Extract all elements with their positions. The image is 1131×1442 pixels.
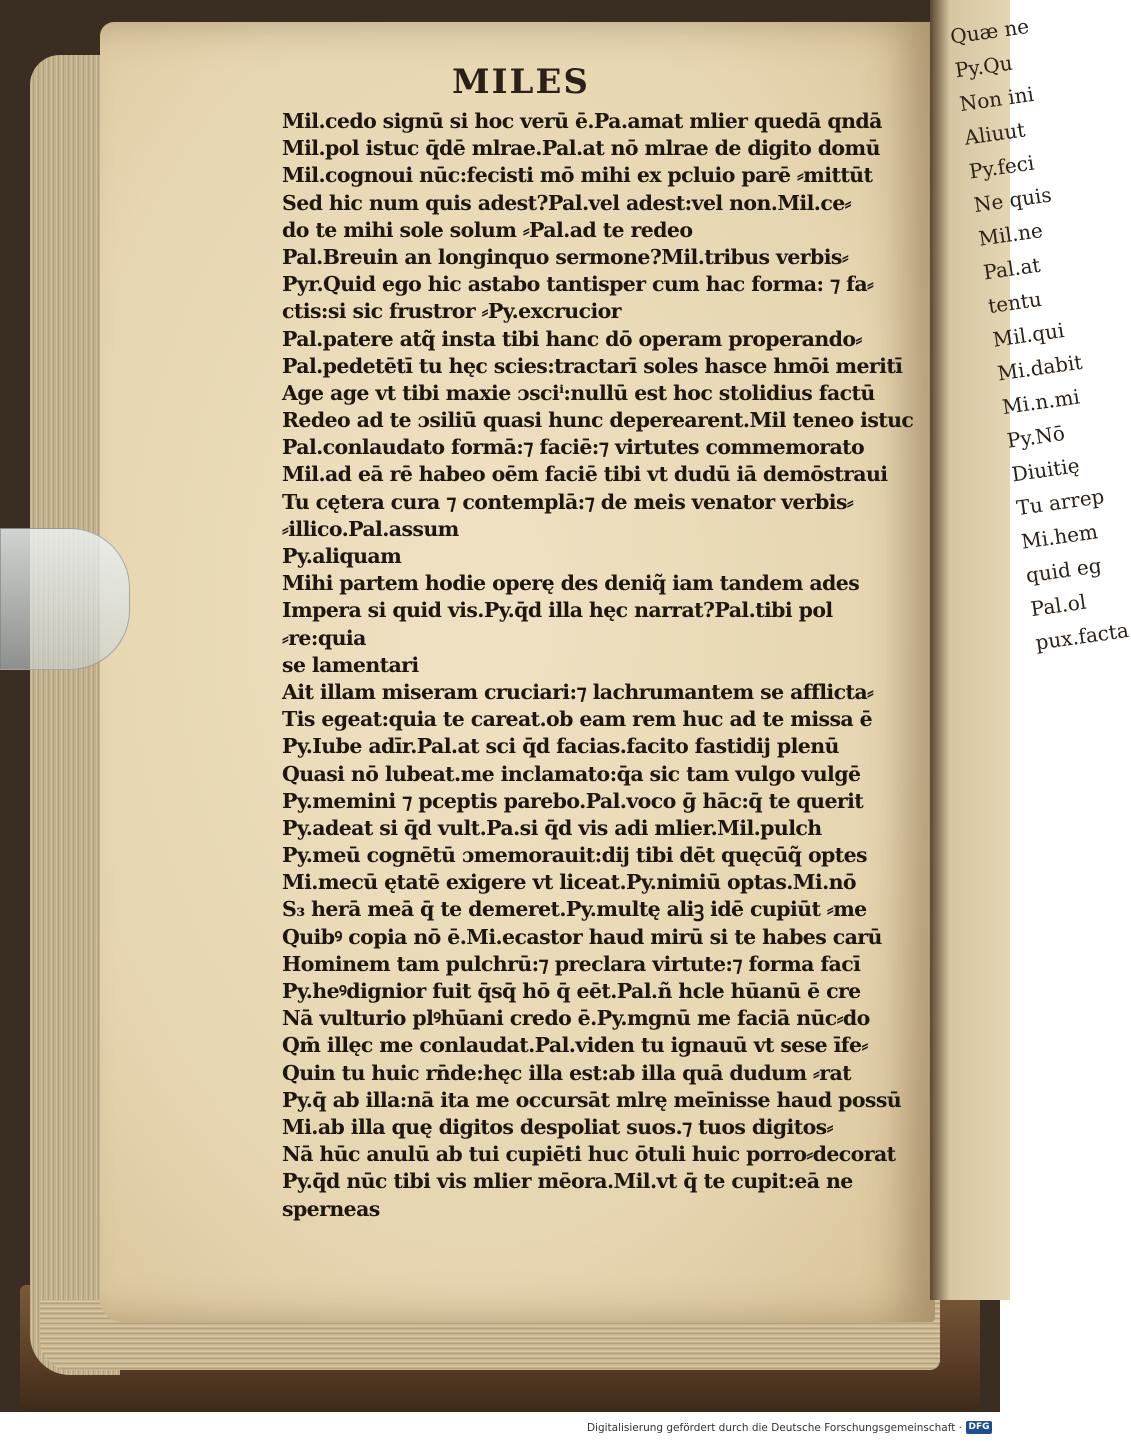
facing-text-line: Aliuut <box>962 117 1027 150</box>
footer-bar <box>0 1412 1000 1442</box>
text-line: Mihi partem hodie operę des deniq̃ iam tandem ades <box>282 571 860 596</box>
text-line: Mil.ad eā rē habeo oēm faciē tibi vt dudū iā demōstraui <box>282 462 888 487</box>
facing-text-line: Diuitię <box>1010 453 1081 487</box>
facing-text-line: Ne quis <box>972 182 1053 218</box>
facing-text-line: Tu arrep <box>1014 484 1106 521</box>
text-line: Py.memini ⁊ pceptis parebo.Pal.voco ḡ hāc:q̄ te querit <box>282 788 864 813</box>
text-line: Pyr.Quid ego hic astabo tantisper cum hac forma: ⁊ fa⸗ <box>282 272 874 297</box>
facing-text-line: Mil.ne <box>977 218 1045 251</box>
dfg-logo-icon: DFG <box>966 1421 992 1434</box>
page-heading: MILES <box>452 62 590 102</box>
text-line: Py.aliquam <box>282 544 402 568</box>
text-line: se lamentari <box>282 652 419 677</box>
facing-text-line: tentu <box>986 286 1044 319</box>
facing-text-line: Pal.ol <box>1029 589 1088 622</box>
text-line: Impera si quid vis.Py.q̄d illa hęc narrat?Pal.tibi pol <box>282 598 833 623</box>
text-line: Nā hūc anulū ab tui cupiēti huc ōtuli huic porro⸗decorat <box>282 1142 896 1167</box>
text-line: Quasi nō lubeat.me inclamato:q̄a sic tam vulgo vulgē <box>282 761 861 786</box>
text-line: Mil.cognoui nūc:fecisti mō mihi ex pcluio parē ⸗mittūt <box>282 163 873 188</box>
text-line: Hominem tam pulchrū:⁊ preclara virtute:⁊ forma facī <box>282 951 861 976</box>
text-line: Pal.conlaudato formā:⁊ faciē:⁊ virtutes commemorato <box>282 435 865 460</box>
facing-text-line: Py.Qu <box>953 50 1014 83</box>
text-line: Mi.mecū ętatē exigere vt liceat.Py.nimiū optas.Mi.nō <box>282 870 856 895</box>
text-line: Qm̄ illęc me conlaudat.Pal.viden tu ignauū vt sese īfe⸗ <box>282 1033 868 1058</box>
text-line: Py.adeat si q̄d vult.Pa.si q̄d vis adi mlier.Mil.pulch <box>282 815 822 840</box>
text-line: Pal.pedetētī tu hęc scies:tractarī soles hasce hmōi meritī <box>282 353 903 378</box>
text-line: Nā vulturio plꝰhūani credo ē.Py.mgnū me faciā nūc⸗do <box>282 1006 870 1031</box>
text-line: Py.q̄d nūc tibi vis mlier mēora.Mil.vt q̄ te cupit:eā ne <box>282 1169 853 1194</box>
facing-text-line: Mi.hem <box>1019 519 1100 554</box>
facing-text-line: pux.facta <box>1033 617 1131 655</box>
text-line: Redeo ad te ɔsiliū quasi hunc deperearent.Mil teneo istuc <box>282 408 914 433</box>
text-line: Tu cętera cura ⁊ contemplā:⁊ de meis venator verbis⸗ <box>282 489 854 514</box>
facing-text-line: Non ini <box>958 81 1036 117</box>
text-line: ⸗illico.Pal.assum <box>282 516 459 541</box>
text-line: Py.q̄ ab illa:nā ita me occursāt mlrę meīnisse haud possū <box>282 1087 902 1112</box>
facing-text-line: quid eg <box>1024 553 1103 588</box>
text-line: Mil.pol istuc q̄dē mlrae.Pal.at nō mlrae de digito domū <box>282 136 880 161</box>
text-line: Pal.patere atq̃ insta tibi hanc dō operam properando⸗ <box>282 326 862 351</box>
facing-text-line: Mil.qui <box>991 317 1066 352</box>
facing-text-line: Mi.n.mi <box>1000 384 1082 420</box>
page-text <box>282 108 914 1223</box>
text-line: Py.heꝰdignior fuit q̄sq̄ hō q̄ eēt.Pal.ñ hcle hūanū ē cre <box>282 979 861 1003</box>
text-line: Quin tu huic rn̄de:hęc illa est:ab illa quā dudum ⸗rat <box>282 1060 852 1085</box>
text-line: do te mihi sole solum ⸗Pal.ad te redeo <box>282 217 693 242</box>
text-line: Mil.cedo signū si hoc verū ē.Pa.amat mlier quedā qndā <box>282 109 882 133</box>
text-line: Py.Iube adīr.Pal.at sci q̄d facias.facito fastidij plenū <box>282 734 839 759</box>
text-line: ctis:si sic frustror ⸗Py.excrucior <box>282 299 621 324</box>
text-line: S₃ herā meā q̄ te demeret.Py.multę aliꝫ idē cupiūt ⸗me <box>282 897 867 922</box>
footer-credit: Digitalisierung gefördert durch die Deutsche Forschungsgemeinschaft · <box>586 1422 962 1434</box>
facing-text-line: Pal.at <box>981 252 1042 285</box>
facing-text-line: Mi.dabit <box>996 349 1084 386</box>
facing-text-line: Quæ ne <box>948 13 1031 49</box>
text-line: Age age vt tibi maxie ɔsciⁱ:nullū est hoc stolidius factū <box>282 380 875 405</box>
text-line: Tis egeat:quia te careat.ob eam rem huc ad te missa ē <box>282 707 873 732</box>
text-line: Pal.Breuin an longinquo sermone?Mil.tribus verbis⸗ <box>282 244 849 269</box>
facing-text-line: Py.Nō <box>1005 420 1067 453</box>
text-line: sperneas <box>282 1196 380 1221</box>
text-line: Quibꝰ copia nō ē.Mi.ecastor haud mirū si te habes carū <box>282 924 882 949</box>
plastic-clip <box>0 528 130 670</box>
text-line: Ait illam miseram cruciari:⁊ lachrumantem se afflicta⸗ <box>282 679 874 704</box>
text-line: Sed hic num quis adest?Pal.vel adest:vel non.Mil.ce⸗ <box>282 190 851 215</box>
facing-text-line: Py.feci <box>967 150 1036 184</box>
text-line: Mi.ab illa quę digitos despoliat suos.⁊ tuos digitos⸗ <box>282 1114 833 1139</box>
text-line: ⸗re:quia <box>282 625 366 650</box>
text-line: Py.meū cognētū ɔmemorauit:dij tibi dēt quęcūq̃ optes <box>282 843 868 868</box>
